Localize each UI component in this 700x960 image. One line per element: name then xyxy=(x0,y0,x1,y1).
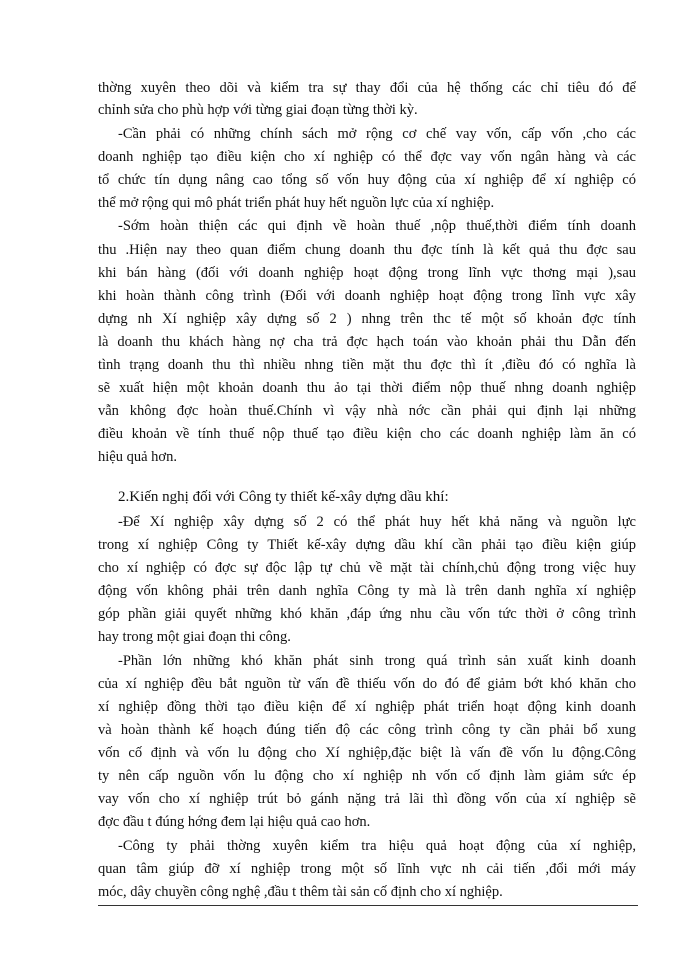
paragraph-line: đợc đầu t đúng hớng đem lại hiệu quả cao hơn. xyxy=(98,814,371,830)
paragraph-line: cho xí nghiệp có đợc sự độc lập tự chủ về mặt tài chính,chủ động trong việc huy xyxy=(98,560,636,576)
paragraph-line: doanh nghiệp tạo điều kiện cho xí nghiệp có thể đợc vay vốn ngân hàng và các xyxy=(98,149,636,165)
paragraph-line: ty nên cấp nguồn vốn lu động cho xí nghiệp nh vốn cố định làm giảm sức ép xyxy=(98,768,636,784)
paragraph-line: -Để Xí nghiệp xây dựng số 2 có thể phát huy hết khả năng và nguồn lực xyxy=(118,514,636,530)
paragraph-line: thu .Hiện nay theo quan điểm chung doanh thu đợc tính là kết quả thu đợc sau xyxy=(98,242,636,258)
paragraph-line: sẽ xuất hiện một khoản doanh thu ảo tại thời điểm nộp thuế nhng doanh nghiệp xyxy=(98,380,636,396)
paragraph-line: -Sớm hoàn thiện các qui định về hoàn thuế ,nộp thuế,thời điểm tính doanh xyxy=(118,218,636,234)
paragraph-line: -Cần phải có những chính sách mở rộng cơ chế vay vốn, cấp vốn ,cho các xyxy=(118,126,636,142)
paragraph-line: vốn cố định và vốn lu động cho Xí nghiệp,đặc biệt là vấn đề vốn lu động.Công xyxy=(98,745,636,761)
paragraph-line: hay trong một giai đoạn thi công. xyxy=(98,629,291,645)
paragraph-line: khi bán hàng (đối với doanh nghiệp hoạt động trong lĩnh vực thơng mại ),sau xyxy=(98,265,636,281)
paragraph-line: thể mở rộng qui mô phát triển phát huy hết nguồn lực của xí nghiệp. xyxy=(98,195,495,211)
paragraph-line: là doanh thu khách hàng nợ cha trả đợc hạch toán vào khoản phải thu Dẫn đến xyxy=(98,334,636,350)
paragraph-line: hiệu quả hơn. xyxy=(98,449,177,465)
paragraph-line: góp phần giải quyết những khó khăn ,đáp ứng nhu cầu vốn tức thời ở công trình xyxy=(98,606,636,622)
paragraph-line: xí nghiệp đồng thời tạo điều kiện để xí nghiệp phát triển hoạt động kinh doanh xyxy=(98,699,636,715)
paragraph-line: quan tâm giúp đỡ xí nghiệp trong một số lĩnh vực nh cải tiến ,đổi mới máy xyxy=(98,861,636,877)
paragraph-line: khi hoàn thành công trình (Đối với doanh nghiệp hoạt động trong lĩnh vực xây xyxy=(98,288,636,304)
paragraph-line: chỉnh sửa cho phù hợp với từng giai đoạn từng thời kỳ. xyxy=(98,102,418,118)
paragraph-line: vay vốn cho xí nghiệp trút bỏ gánh nặng trả lãi thì đồng vốn của xí nghiệp sẽ xyxy=(98,791,636,807)
paragraph-line: và hoàn thành kế hoạch đúng tiến độ các công trình công ty cần phải bổ xung xyxy=(98,722,636,738)
paragraph-line: -Công ty phải thờng xuyên kiểm tra hiệu quả hoạt động của xí nghiệp, xyxy=(118,838,636,854)
paragraph-line: tình trạng doanh thu thì nhiều nhng tiền mặt thu đợc thì ít ,điều đó có nghĩa là xyxy=(98,357,636,373)
paragraph-line: dựng nh Xí nghiệp xây dựng số 2 ) nhng trên thc tế một số khoản đợc tính xyxy=(98,311,636,327)
paragraph-line: vẫn không đợc hoàn thuế.Chính vì vậy nhà nớc cần phải qui định lại những xyxy=(98,403,636,419)
footer-rule xyxy=(98,905,638,906)
paragraph-line: trong xí nghiệp Công ty Thiết kế-xây dựng dầu khí cần phải tạo điều kiện giúp xyxy=(98,537,636,553)
section-heading: 2.Kiến nghị đối với Công ty thiết kế-xây dựng dầu khí: xyxy=(118,489,449,505)
paragraph-line: điều khoản về tính thuế nộp thuế tạo điều kiện cho các doanh nghiệp làm ăn có xyxy=(98,426,636,442)
paragraph-line: thờng xuyên theo dõi và kiểm tra sự thay đổi của hệ thống các chỉ tiêu đó để xyxy=(98,80,636,96)
paragraph-line: -Phần lớn những khó khăn phát sinh trong quá trình sản xuất kinh doanh xyxy=(118,653,636,669)
paragraph-line: của xí nghiệp đều bắt nguồn từ vấn đề thiếu vốn do đó để giảm bớt khó khăn cho xyxy=(98,676,636,692)
paragraph-line: động vốn không phải trên danh nghĩa Công ty mà là trên danh nghĩa xí nghiệp xyxy=(98,583,636,599)
paragraph-line: tổ chức tín dụng nâng cao tổng số vốn huy động của xí nghiệp để xí nghiệp có xyxy=(98,172,636,188)
paragraph-line: móc, dây chuyền công nghệ ,đầu t thêm tài sản cố định cho xí nghiệp. xyxy=(98,884,503,900)
